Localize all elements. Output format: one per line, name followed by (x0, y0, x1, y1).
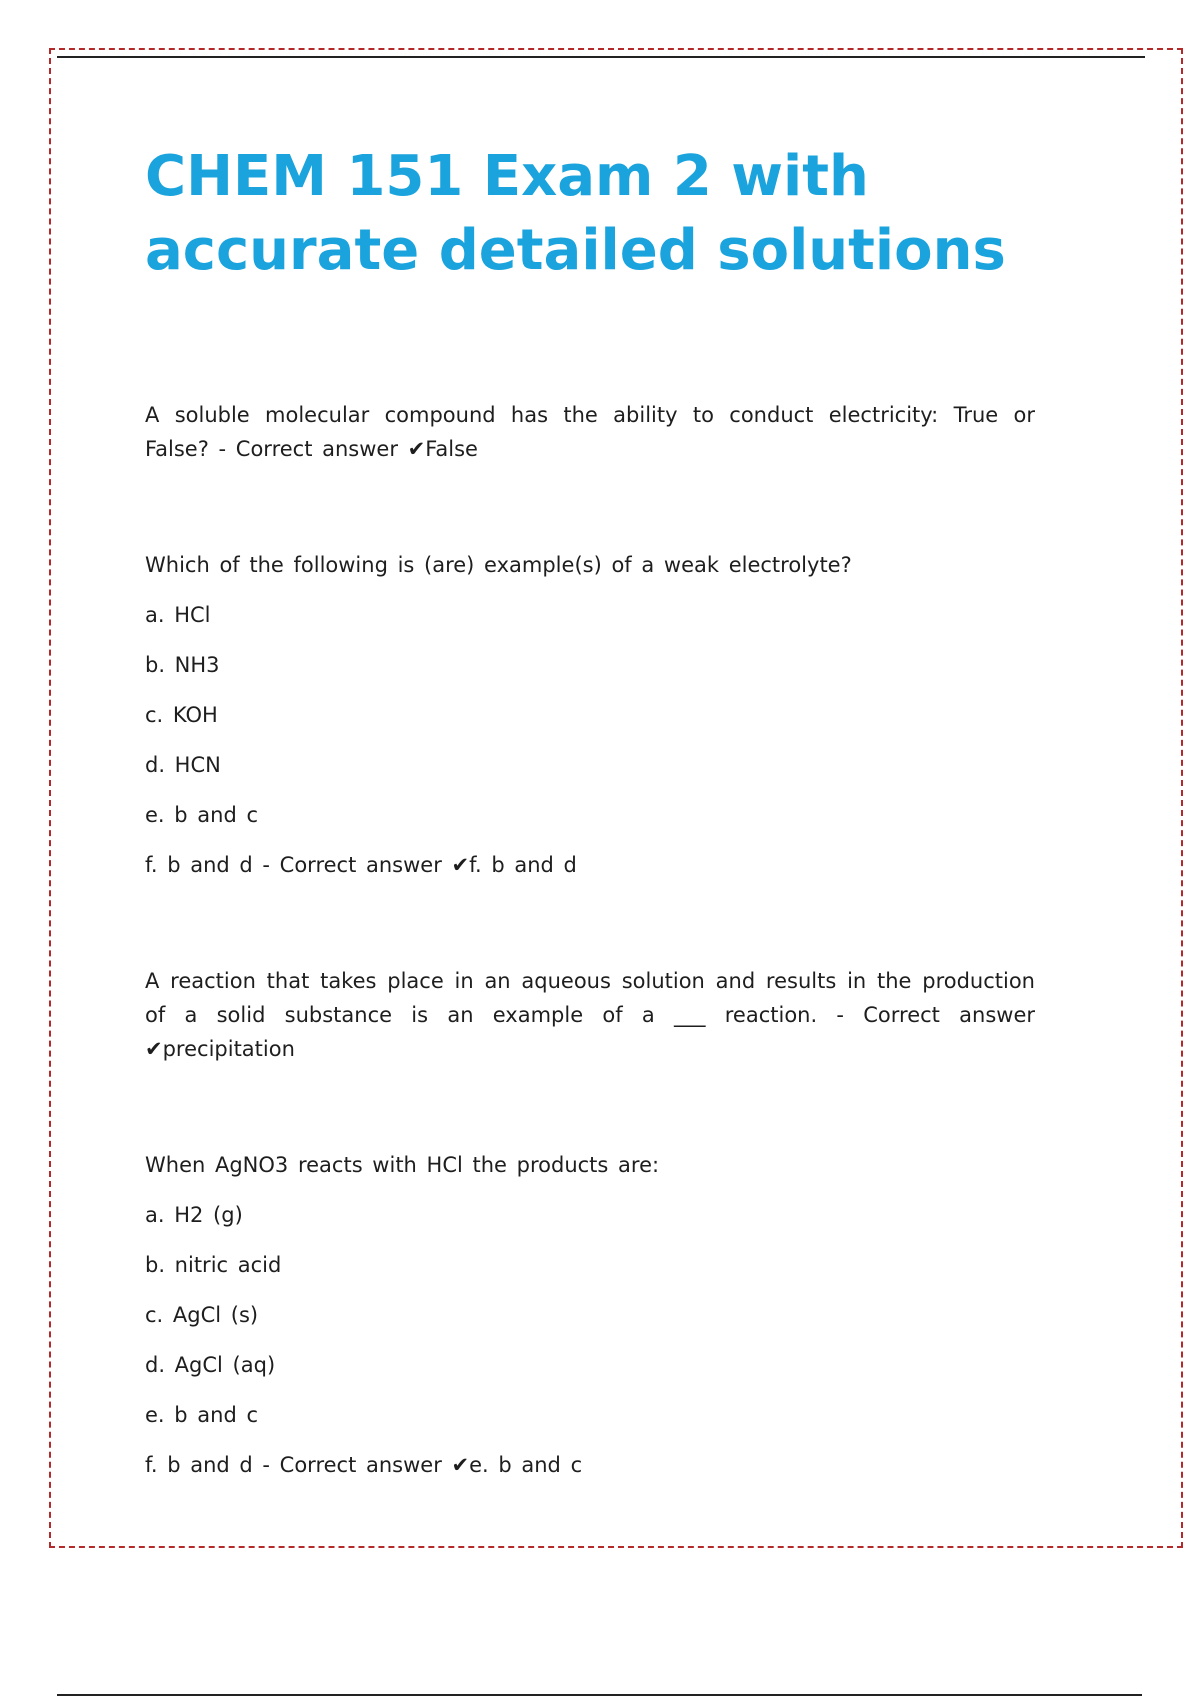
answer-option: c. AgCl (s) (145, 1303, 259, 1327)
question-4 (145, 1148, 1035, 1482)
answer-option-with-correct-answer: f. b and d - Correct answer ✔e. b and c (145, 1453, 583, 1477)
header-rule (57, 56, 1145, 58)
question-text: A soluble molecular compound has the ability to conduct electricity: True or False? - Correct answer ✔False (145, 403, 1035, 461)
question-1 (145, 398, 1035, 466)
answer-option: e. b and c (145, 803, 259, 827)
answer-option: c. KOH (145, 703, 218, 727)
answer-option-with-correct-answer: f. b and d - Correct answer ✔f. b and d (145, 853, 577, 877)
question-text: When AgNO3 reacts with HCl the products are: (145, 1153, 660, 1177)
answer-option: d. HCN (145, 753, 221, 777)
question-text: A reaction that takes place in an aqueous solution and results in the production of a solid substance is an example of a ___ reaction. - Correct answer ✔precipitation (145, 969, 1035, 1061)
document-title: CHEM 151 Exam 2 with accurate detailed solutions (145, 144, 1006, 283)
answer-option: a. HCl (145, 603, 211, 627)
answer-option: b. nitric acid (145, 1253, 282, 1277)
question-2 (145, 548, 1035, 882)
question-text: Which of the following is (are) example(s) of a weak electrolyte? (145, 553, 852, 577)
answer-option: d. AgCl (aq) (145, 1353, 276, 1377)
answer-option: b. NH3 (145, 653, 220, 677)
question-list (145, 398, 1035, 1482)
answer-option: a. H2 (g) (145, 1203, 243, 1227)
answer-option: e. b and c (145, 1403, 259, 1427)
page-break-rule (57, 1694, 1142, 1696)
question-3 (145, 964, 1035, 1066)
